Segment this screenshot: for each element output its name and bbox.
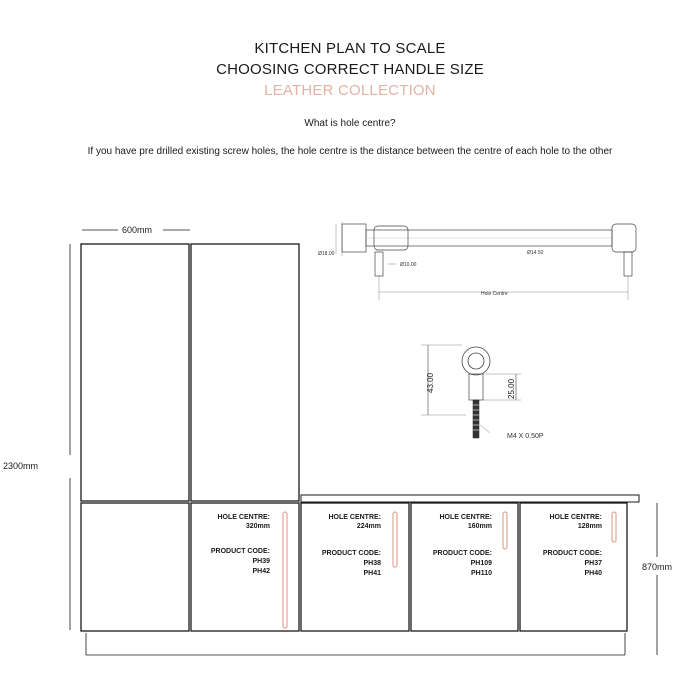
svg-text:PRODUCT CODE:: PRODUCT CODE: — [321, 550, 381, 557]
worktop — [301, 495, 639, 502]
description-text: If you have pre drilled existing screw holes, the hole centre is the distance between the centre of each hole to the other — [87, 146, 613, 157]
cabinet-label-4 — [543, 514, 602, 577]
svg-text:224mm: 224mm — [356, 523, 381, 530]
svg-text:PRODUCT CODE:: PRODUCT CODE: — [432, 550, 492, 557]
svg-text:PH38: PH38 — [363, 560, 381, 567]
height-post-label: 25.00 — [507, 378, 516, 399]
base-door-4 — [520, 503, 627, 631]
height-total-label: 43.00 — [426, 372, 435, 393]
cabinet-label-1 — [211, 514, 270, 575]
cabinet-label-3 — [433, 514, 492, 577]
svg-text:HOLE CENTRE:: HOLE CENTRE: — [217, 514, 270, 521]
collection-title: LEATHER COLLECTION — [264, 82, 436, 99]
screw-label: M4 X 0.50P — [507, 433, 544, 440]
base-door-3 — [411, 503, 518, 631]
svg-text:PH42: PH42 — [252, 568, 270, 575]
tall-door-right — [191, 244, 299, 501]
dia-bar-label: Ø14.50 — [527, 250, 544, 256]
svg-text:HOLE CENTRE:: HOLE CENTRE: — [549, 514, 602, 521]
svg-text:PH110: PH110 — [470, 570, 492, 577]
cabinet-label-2 — [322, 514, 381, 577]
svg-text:PH41: PH41 — [363, 570, 381, 577]
svg-text:160mm: 160mm — [467, 523, 492, 530]
width-label: 600mm — [122, 225, 153, 235]
handle-technical-drawing — [318, 222, 636, 300]
svg-text:PH37: PH37 — [584, 560, 602, 567]
handle-side-view — [421, 345, 544, 440]
width-dimension — [82, 225, 190, 235]
question-text: What is hole centre? — [304, 118, 396, 129]
hole-centre-label: Hole Centre — [481, 291, 508, 297]
plinth — [86, 633, 625, 655]
door-handles — [283, 512, 616, 628]
svg-text:PH40: PH40 — [584, 570, 602, 577]
svg-text:PRODUCT CODE:: PRODUCT CODE: — [542, 550, 602, 557]
handle-128 — [612, 512, 616, 542]
height-dimension — [3, 244, 70, 630]
handle-320 — [283, 512, 287, 628]
title-line-2: CHOOSING CORRECT HANDLE SIZE — [216, 61, 484, 78]
svg-text:HOLE CENTRE:: HOLE CENTRE: — [439, 514, 492, 521]
svg-text:PRODUCT CODE:: PRODUCT CODE: — [210, 548, 270, 555]
dia-outer-label: Ø18.00 — [318, 251, 335, 257]
dia-post-label: Ø10.00 — [400, 262, 417, 268]
handle-160 — [503, 512, 507, 549]
base-height-label: 870mm — [642, 562, 673, 572]
svg-text:320mm: 320mm — [245, 523, 270, 530]
svg-text:PH109: PH109 — [470, 560, 492, 567]
lower-door-left — [81, 503, 189, 631]
title-line-1: KITCHEN PLAN TO SCALE — [254, 40, 446, 57]
handle-224 — [393, 512, 397, 567]
svg-text:PH39: PH39 — [252, 558, 270, 565]
tall-door-left — [81, 244, 189, 501]
height-label: 2300mm — [3, 461, 39, 471]
svg-text:128mm: 128mm — [577, 523, 602, 530]
svg-text:HOLE CENTRE:: HOLE CENTRE: — [328, 514, 381, 521]
base-height-dimension — [642, 503, 672, 655]
